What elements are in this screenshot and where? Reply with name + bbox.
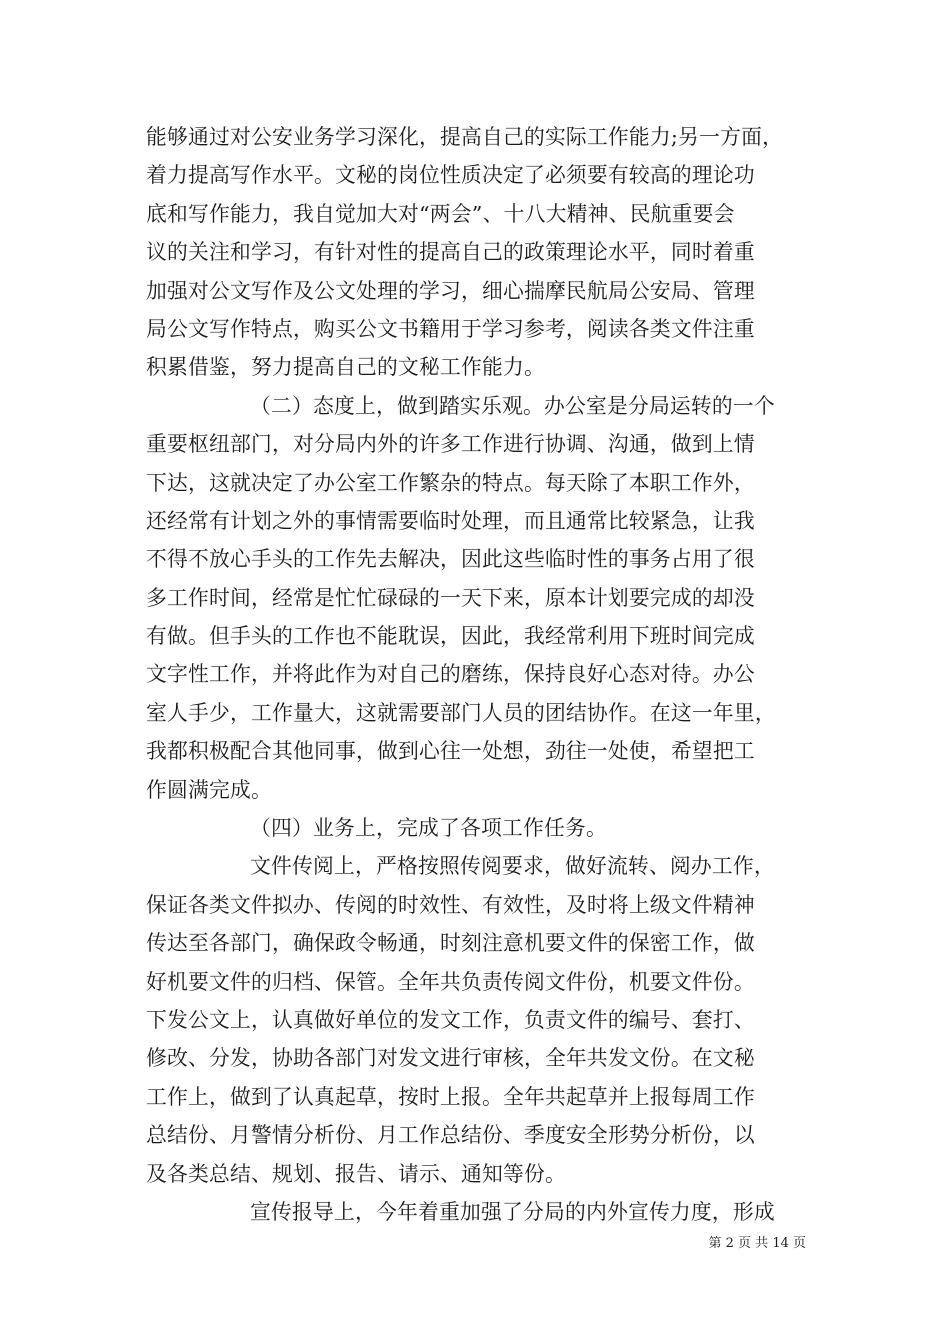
text-line: 文字性工作，并将此作为对自己的磨练，保持良好心态对待。办公 xyxy=(146,662,755,687)
text-line: 有做。但手头的工作也不能耽误，因此，我经常利用下班时间完成 xyxy=(146,624,755,649)
text-line: 着力提高写作水平。文秘的岗位性质决定了必须要有较高的理论功 xyxy=(146,163,755,188)
text-line: 传达至各部门，确保政令畅通，时刻注意机要文件的保密工作，做 xyxy=(146,931,755,956)
text-line: 我都积极配合其他同事，做到心往一处想，劲往一处使，希望把工 xyxy=(146,739,755,764)
text-line: 总结份、月警情分析份、月工作总结份、季度安全形势分析份，以 xyxy=(146,1123,755,1148)
text-line: 多工作时间，经常是忙忙碌碌的一天下来，原本计划要完成的却没 xyxy=(146,585,755,610)
paragraph-start: 文件传阅上，严格按照传阅要求，做好流转、阅办工作， xyxy=(250,854,775,879)
text-line: 及各类总结、规划、报告、请示、通知等份。 xyxy=(146,1161,566,1186)
text-line: 好机要文件的归档、保管。全年共负责传阅文件份，机要文件份。 xyxy=(146,969,755,994)
text-line: 不得不放心手头的工作先去解决，因此这些临时性的事务占用了很 xyxy=(146,547,755,572)
text-line: 能够通过对公安业务学习深化，提高自己的实际工作能力;另一方面， xyxy=(146,125,784,149)
text-line: 重要枢纽部门，对分局内外的许多工作进行协调、沟通，做到上情 xyxy=(146,432,755,457)
text-line: 议的关注和学习，有针对性的提高自己的政策理论水平，同时着重 xyxy=(146,240,755,265)
text-line: 保证各类文件拟办、传阅的时效性、有效性，及时将上级文件精神 xyxy=(146,892,755,917)
section-heading: （二）态度上，做到踏实乐观。办公室是分局运转的一个 xyxy=(250,393,775,418)
text-line: 工作上，做到了认真起草，按时上报。全年共起草并上报每周工作 xyxy=(146,1084,755,1109)
text-line: 还经常有计划之外的事情需要临时处理，而且通常比较紧急，让我 xyxy=(146,508,755,533)
section-heading: （四）业务上，完成了各项工作任务。 xyxy=(250,816,607,841)
text-line: 室人手少，工作量大，这就需要部门人员的团结协作。在这一年里， xyxy=(146,700,776,725)
text-line: 下达，这就决定了办公室工作繁杂的特点。每天除了本职工作外， xyxy=(146,470,755,495)
text-line: 底和写作能力，我自觉加大对“两会”、十八大精神、民航重要会 xyxy=(146,201,735,226)
text-line: 加强对公文写作及公文处理的学习，细心揣摩民航局公安局、管理 xyxy=(146,278,755,303)
text-line: 局公文写作特点，购买公文书籍用于学习参考，阅读各类文件注重 xyxy=(146,316,755,341)
text-line: 下发公文上，认真做好单位的发文工作，负责文件的编号、套打、 xyxy=(146,1007,755,1032)
text-line: 积累借鉴，努力提高自己的文秘工作能力。 xyxy=(146,355,545,380)
text-line: 修改、分发，协助各部门对发文进行审核，全年共发文份。在文秘 xyxy=(146,1046,755,1071)
paragraph-start: 宣传报导上，今年着重加强了分局的内外宣传力度，形成 xyxy=(250,1199,775,1224)
text-line: 作圆满完成。 xyxy=(146,777,272,802)
page-number-footer: 第 2 页 共 14 页 xyxy=(708,1236,806,1251)
body-text xyxy=(146,118,806,1231)
